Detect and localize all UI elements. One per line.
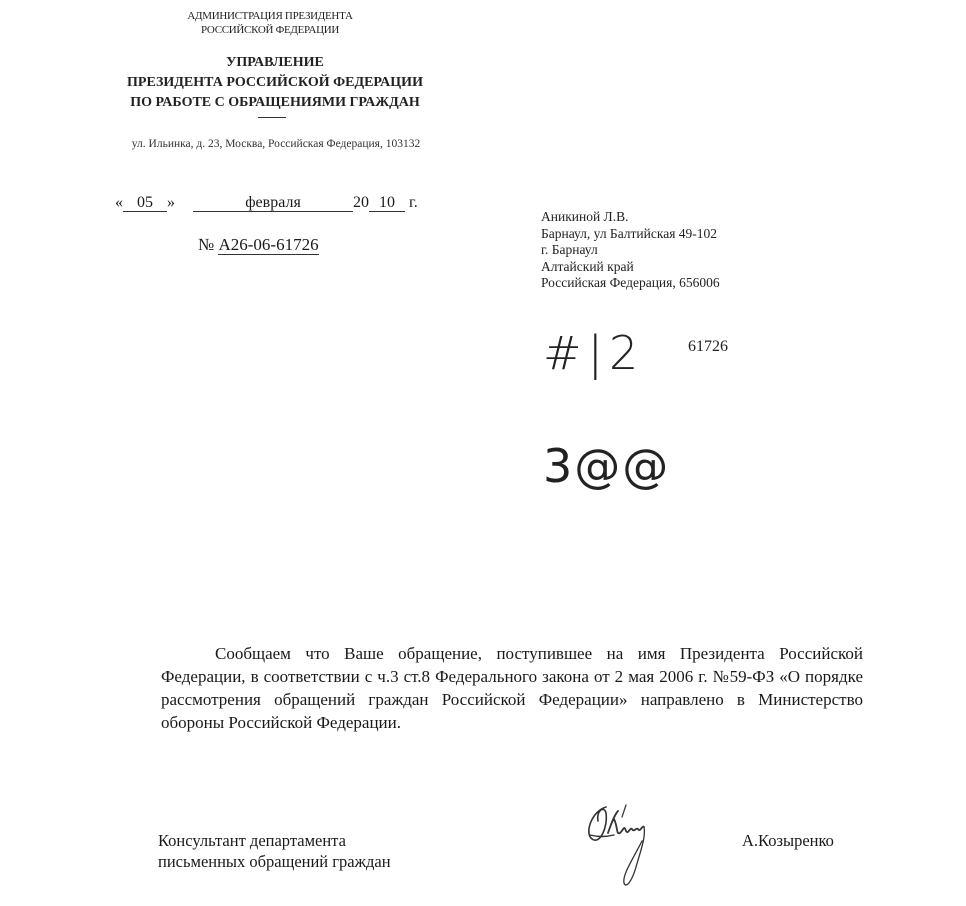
date-month: февраля <box>193 194 353 212</box>
stamp-number: 61726 <box>688 338 728 355</box>
letterhead-dept-line-2: ПРЕЗИДЕНТА РОССИЙСКОЙ ФЕДЕРАЦИИ <box>127 75 423 90</box>
handwritten-signature-icon <box>578 797 678 897</box>
signatory-title-line-1: Консультант департамента <box>158 831 346 850</box>
registration-number <box>198 235 319 255</box>
letterhead-divider <box>258 117 286 118</box>
signatory-title <box>158 830 391 872</box>
date-day: 05 <box>123 194 167 212</box>
signatory-title-line-2: письменных обращений граждан <box>158 852 391 871</box>
recipient-region: Алтайский край <box>541 258 634 274</box>
registration-value: А26-06-61726 <box>218 235 319 254</box>
letterhead-department <box>90 53 460 113</box>
letterhead-dept-line-1: УПРАВЛЕНИЕ <box>226 55 324 70</box>
date-century: 20 <box>353 194 369 211</box>
letter-body: Сообщаем что Ваше обращение, поступившее на имя Президента Российской Федерации, в соответствии с ч.3 ст.8 Федерального закона от 2 мая 2006 г. №59-ФЗ «О порядке рассмотрения обращений граждан Российской Федерации» направлено в Министерство обороны Российской Федерации. <box>161 644 863 732</box>
date-year: 10 <box>369 194 405 212</box>
recipient-city: г. Барнаул <box>541 242 598 257</box>
registration-prefix: № <box>198 235 215 254</box>
stamp-code-top: #|2 <box>543 326 645 380</box>
date-suffix: г. <box>409 194 418 211</box>
document-date <box>115 193 418 213</box>
letterhead-address: ул. Ильинка, д. 23, Москва, Российская Федерация, 103132 <box>131 138 421 150</box>
letterhead-administration <box>150 9 390 37</box>
signatory-name: А.Козыренко <box>742 831 834 850</box>
letterhead-admin-line-2: РОССИЙСКОЙ ФЕДЕРАЦИИ <box>200 24 340 36</box>
recipient-address-block <box>541 209 720 292</box>
date-open-quote: « <box>115 194 123 211</box>
letterhead-admin-line-1: АДМИНИСТРАЦИЯ ПРЕЗИДЕНТА <box>187 10 353 22</box>
stamp-code-bottom: 3@@ <box>543 439 671 493</box>
date-close-quote: » <box>167 194 175 211</box>
recipient-country: Российская Федерация, 656006 <box>541 275 720 290</box>
letterhead-dept-line-3: ПО РАБОТЕ С ОБРАЩЕНИЯМИ ГРАЖДАН <box>130 95 420 110</box>
recipient-name: Аникиной Л.В. <box>541 209 629 224</box>
recipient-street: Барнаул, ул Балтийская 49-102 <box>541 225 718 241</box>
